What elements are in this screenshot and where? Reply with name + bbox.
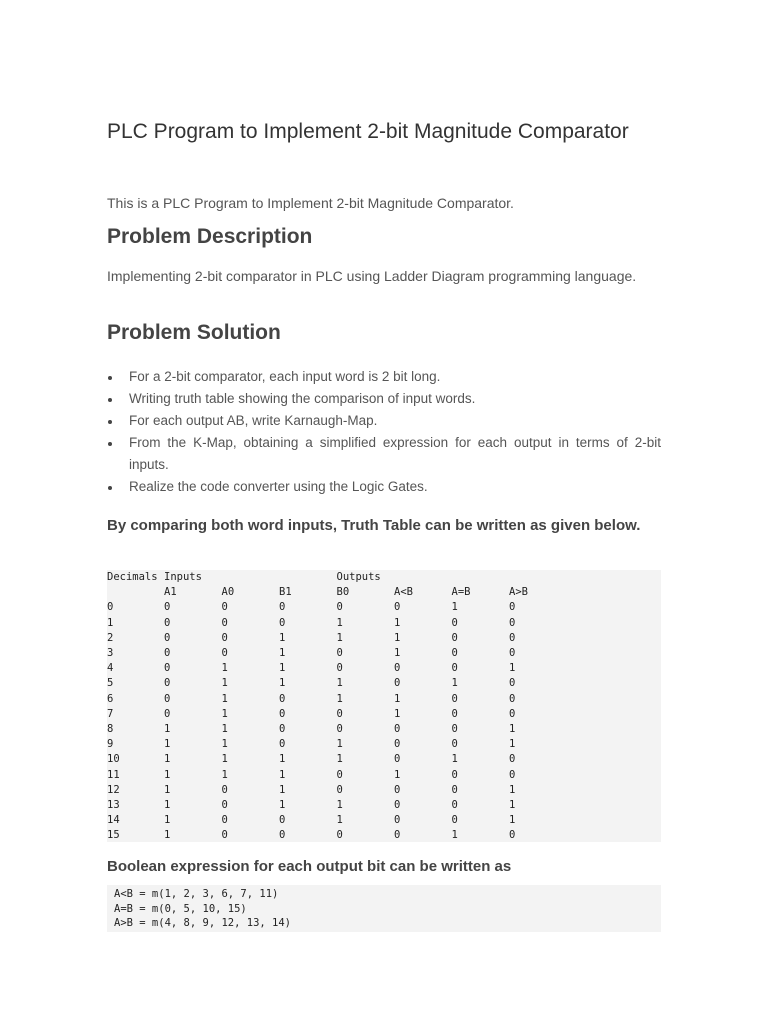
- table-cell: 0: [336, 662, 343, 675]
- table-cell: 6: [107, 692, 114, 705]
- code-line: A=B = m(0, 5, 10, 15): [114, 902, 247, 915]
- table-cell: [394, 570, 452, 585]
- table-cell: 1: [164, 753, 171, 766]
- table-cell: 0: [451, 738, 458, 751]
- table-cell: 0: [279, 601, 286, 614]
- table-cell: 0: [509, 601, 516, 614]
- table-row: [107, 631, 567, 646]
- table-cell: 0: [221, 601, 228, 614]
- table-cell: 0: [509, 647, 516, 660]
- table-cell: B0: [336, 586, 350, 599]
- table-row: [107, 676, 567, 691]
- table-cell: 1: [279, 677, 286, 690]
- table-row: [107, 600, 567, 615]
- table-cell: 0: [451, 783, 458, 796]
- table-cell: 1: [221, 707, 228, 720]
- table-row: [107, 722, 567, 737]
- table-cell: 1: [221, 662, 228, 675]
- table-cell: 1: [509, 799, 516, 812]
- problem-description-text: Implementing 2-bit comparator in PLC using Ladder Diagram programming language.: [107, 268, 637, 284]
- table-cell: 1: [509, 783, 516, 796]
- table-cell: 1: [509, 814, 516, 827]
- table-cell: 0: [336, 783, 343, 796]
- table-cell: 1: [451, 601, 458, 614]
- table-cell: 7: [107, 707, 114, 720]
- table-cell: 1: [336, 814, 343, 827]
- table-cell: 0: [336, 723, 343, 736]
- table-cell: 1: [394, 647, 401, 660]
- table-cell: 1: [221, 768, 228, 781]
- table-cell: 1: [279, 799, 286, 812]
- table-cell: 10: [107, 753, 120, 766]
- table-cell: B1: [279, 586, 292, 599]
- table-cell: 0: [221, 799, 228, 812]
- table-cell: A0: [221, 586, 235, 599]
- table-cell: 1: [221, 692, 228, 705]
- table-cell: 1: [336, 631, 343, 644]
- table-cell: 0: [509, 692, 516, 705]
- table-group-header-row: [107, 570, 567, 585]
- table-cell: 1: [394, 631, 401, 644]
- table-cell: 1: [221, 677, 228, 690]
- table-cell: 1: [509, 723, 516, 736]
- boolean-expression-code-block: [107, 885, 661, 932]
- table-cell: 1: [336, 799, 343, 812]
- table-header-row: [107, 585, 567, 600]
- table-row: [107, 828, 567, 843]
- truth-table: [107, 570, 567, 844]
- table-cell: 0: [221, 616, 228, 629]
- truth-table-code-block: [107, 570, 661, 842]
- table-cell: 1: [164, 814, 171, 827]
- table-cell: 0: [336, 829, 343, 842]
- table-cell: 1: [394, 707, 401, 720]
- table-cell: 0: [279, 829, 286, 842]
- table-cell: 0: [336, 768, 343, 781]
- table-cell: 9: [107, 738, 114, 751]
- table-cell: 11: [107, 768, 120, 781]
- table-cell: 1: [164, 768, 171, 781]
- table-cell: 3: [107, 647, 114, 660]
- table-cell: 0: [221, 829, 228, 842]
- table-cell: 1: [394, 768, 401, 781]
- table-cell: 0: [164, 662, 171, 675]
- table-cell: 0: [107, 601, 114, 614]
- table-cell: 1: [451, 677, 458, 690]
- code-line: A<B = m(1, 2, 3, 6, 7, 11): [114, 888, 279, 900]
- problem-description-heading: Problem Description: [107, 225, 313, 248]
- table-cell: 0: [451, 647, 458, 660]
- table-cell: 1: [164, 829, 171, 842]
- table-cell: 0: [451, 707, 458, 720]
- list-item: Realize the code converter using the Logic Gates.: [107, 476, 661, 498]
- table-cell: 1: [279, 753, 286, 766]
- list-item: Writing truth table showing the comparison of input words.: [107, 388, 661, 410]
- table-cell: 0: [394, 814, 401, 827]
- table-cell: 1: [279, 768, 286, 781]
- table-cell: 1: [279, 647, 286, 660]
- table-cell: 0: [221, 647, 228, 660]
- table-cell: 0: [394, 799, 401, 812]
- table-cell: 14: [107, 814, 120, 827]
- table-cell: 15: [107, 829, 120, 842]
- table-cell: 0: [164, 631, 171, 644]
- table-cell: [222, 570, 280, 585]
- table-cell: A1: [164, 586, 177, 599]
- table-row: [107, 752, 567, 767]
- table-row: [107, 737, 567, 752]
- list-item: For a 2-bit comparator, each input word is 2 bit long.: [107, 366, 661, 388]
- intro-text: This is a PLC Program to Implement 2-bit Magnitude Comparator.: [107, 195, 514, 211]
- table-cell: 0: [394, 783, 401, 796]
- table-cell: 0: [451, 692, 458, 705]
- table-cell: 0: [509, 707, 516, 720]
- table-cell: 0: [509, 616, 516, 629]
- table-cell: 0: [164, 601, 171, 614]
- table-cell: 0: [279, 692, 286, 705]
- table-cell: 0: [451, 631, 458, 644]
- table-cell: 0: [336, 707, 343, 720]
- table-cell: 0: [164, 616, 171, 629]
- table-cell: A=B: [451, 586, 471, 599]
- table-cell: 0: [394, 601, 401, 614]
- table-cell: 0: [451, 662, 458, 675]
- table-cell: 1: [221, 753, 228, 766]
- table-row: [107, 661, 567, 676]
- table-cell: 0: [394, 662, 401, 675]
- table-cell: 1: [164, 723, 171, 736]
- table-cell: 0: [164, 647, 171, 660]
- table-cell: 0: [336, 647, 343, 660]
- table-cell: 0: [279, 814, 286, 827]
- table-cell: 12: [107, 783, 120, 796]
- table-cell: 1: [509, 662, 516, 675]
- table-cell: Outputs: [336, 571, 381, 583]
- table-cell: 5: [107, 677, 114, 690]
- table-row: [107, 798, 567, 813]
- table-row: [107, 692, 567, 707]
- page-title: PLC Program to Implement 2-bit Magnitude Comparator: [107, 120, 629, 143]
- table-cell: 0: [164, 677, 171, 690]
- truth-table-heading: By comparing both word inputs, Truth Table can be written as given below.: [107, 517, 641, 534]
- table-cell: 0: [394, 753, 401, 766]
- table-cell: Decimals: [107, 571, 158, 583]
- table-cell: 1: [394, 616, 401, 629]
- problem-solution-heading: Problem Solution: [107, 321, 281, 344]
- table-cell: 0: [509, 829, 516, 842]
- table-cell: 2: [107, 631, 114, 644]
- table-row: [107, 813, 567, 828]
- table-cell: 1: [451, 829, 458, 842]
- table-cell: [509, 570, 567, 585]
- table-cell: 1: [107, 616, 114, 629]
- table-cell: 0: [509, 753, 516, 766]
- table-cell: 0: [164, 707, 171, 720]
- table-cell: 1: [221, 723, 228, 736]
- table-cell: [107, 585, 164, 600]
- table-cell: 0: [451, 814, 458, 827]
- table-cell: 1: [336, 692, 343, 705]
- table-cell: 1: [451, 753, 458, 766]
- table-cell: A<B: [394, 586, 413, 599]
- table-cell: 1: [394, 692, 401, 705]
- table-cell: 1: [221, 738, 228, 751]
- table-cell: 0: [394, 829, 401, 842]
- table-cell: 1: [279, 783, 286, 796]
- table-cell: [452, 570, 510, 585]
- table-cell: 0: [394, 677, 401, 690]
- table-cell: 1: [164, 799, 171, 812]
- table-cell: 0: [336, 601, 343, 614]
- table-cell: 0: [164, 692, 171, 705]
- table-cell: 1: [336, 738, 343, 751]
- table-cell: 1: [336, 677, 343, 690]
- table-cell: 1: [164, 738, 171, 751]
- table-cell: 1: [509, 738, 516, 751]
- table-cell: 4: [107, 662, 114, 675]
- table-row: [107, 646, 567, 661]
- table-cell: 1: [279, 631, 286, 644]
- table-cell: 8: [107, 723, 114, 736]
- table-cell: 1: [279, 662, 286, 675]
- table-cell: 0: [509, 631, 516, 644]
- solution-steps-list: [107, 366, 661, 498]
- table-cell: 1: [336, 753, 343, 766]
- table-cell: Inputs: [164, 571, 202, 583]
- table-cell: 0: [221, 814, 228, 827]
- table-cell: 0: [279, 707, 286, 720]
- table-row: [107, 616, 567, 631]
- table-cell: 0: [509, 677, 516, 690]
- table-cell: 0: [279, 723, 286, 736]
- table-cell: 1: [164, 783, 171, 796]
- list-item: From the K-Map, obtaining a simplified expression for each output in terms of 2-bit inputs.: [107, 432, 661, 476]
- table-row: [107, 707, 567, 722]
- table-row: [107, 783, 567, 798]
- table-cell: 0: [279, 616, 286, 629]
- table-cell: 1: [336, 616, 343, 629]
- code-line: A>B = m(4, 8, 9, 12, 13, 14): [114, 917, 292, 929]
- table-cell: 0: [451, 616, 458, 629]
- table-row: [107, 768, 567, 783]
- table-cell: 0: [451, 768, 458, 781]
- table-cell: 0: [394, 738, 401, 751]
- table-cell: 0: [279, 738, 286, 751]
- table-cell: 0: [451, 799, 458, 812]
- table-cell: 0: [509, 768, 516, 781]
- table-cell: 0: [221, 631, 228, 644]
- table-cell: 0: [451, 723, 458, 736]
- list-item: For each output AB, write Karnaugh-Map.: [107, 410, 661, 432]
- table-cell: A>B: [509, 586, 528, 599]
- table-cell: 0: [221, 783, 228, 796]
- table-cell: 0: [394, 723, 401, 736]
- table-cell: 13: [107, 799, 120, 812]
- boolean-expression-heading: Boolean expression for each output bit can be written as: [107, 858, 512, 875]
- table-cell: [279, 570, 337, 585]
